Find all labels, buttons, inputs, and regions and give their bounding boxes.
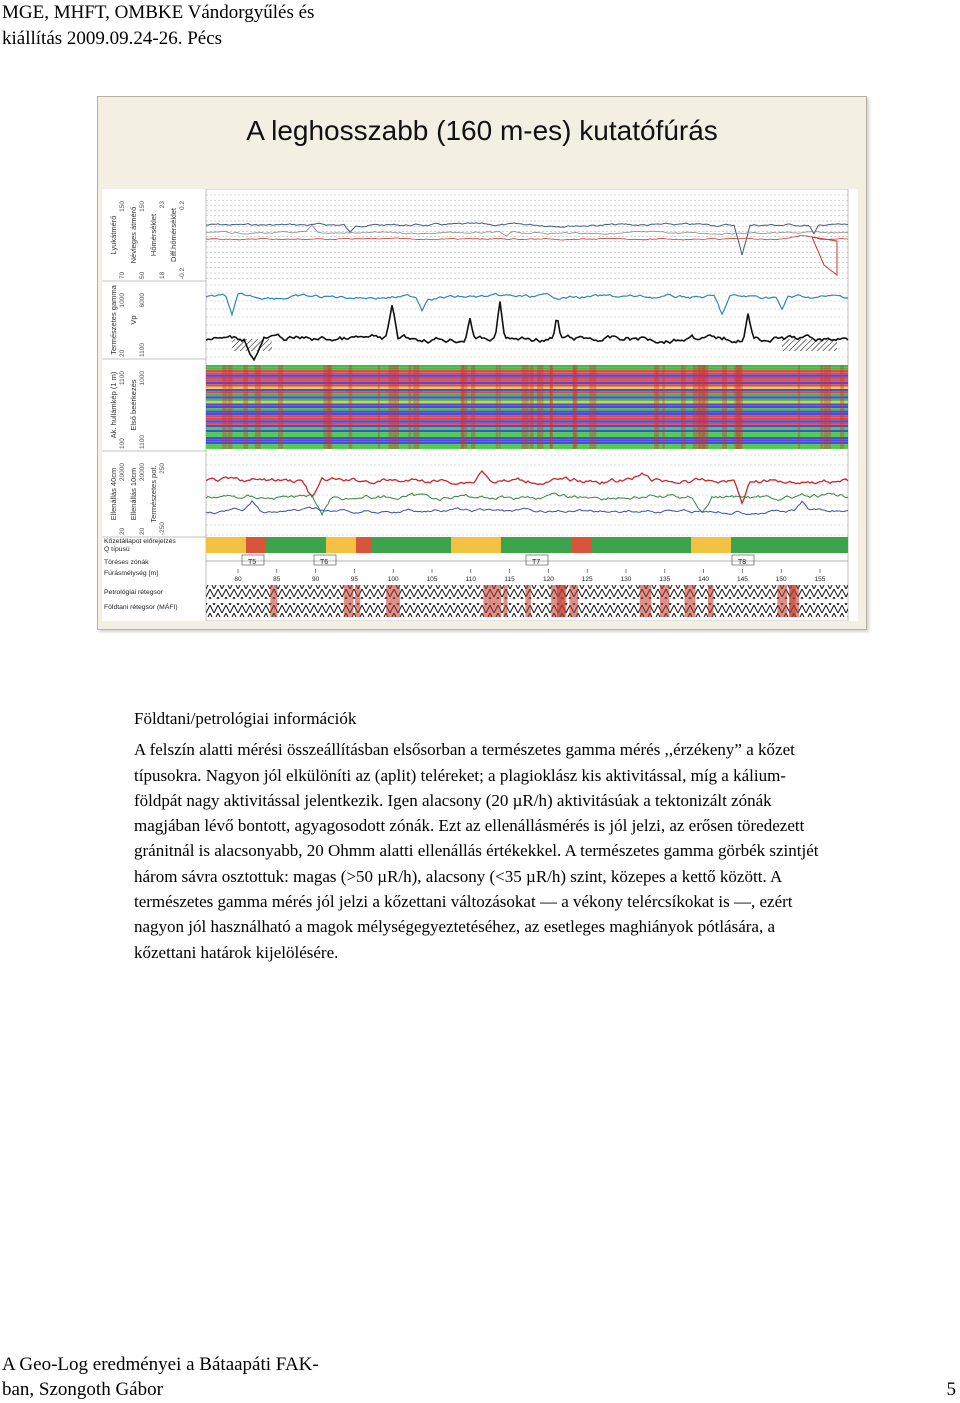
- track-scale-max: 20000: [139, 463, 146, 482]
- lower-label: Q típusú: [104, 546, 130, 553]
- track-scale-min: 70: [119, 271, 126, 279]
- waveform-feature: [496, 365, 498, 449]
- litho-accent: [569, 585, 578, 617]
- lower-label: Földtani rétegsor (MÁFI): [104, 604, 178, 611]
- litho-accent: [551, 585, 565, 617]
- litho-accent: [708, 585, 714, 617]
- page-footer: [2, 1352, 319, 1402]
- track-label: Névleges átmérő: [129, 206, 138, 264]
- rock-state-segment: [451, 537, 501, 553]
- page-number: 5: [946, 1379, 956, 1400]
- waveform-feature: [395, 365, 399, 449]
- rock-state-segment: [246, 537, 266, 553]
- depth-tick-label: 100: [387, 576, 399, 583]
- section-subtitle: Földtani/petrológiai információk: [134, 709, 357, 728]
- waveform-feature: [460, 365, 463, 449]
- waveform-feature: [722, 365, 727, 449]
- waveform-feature: [656, 365, 659, 449]
- body-section: [134, 706, 834, 965]
- track-scale-max: 1000: [139, 371, 146, 386]
- waveform-feature: [327, 365, 332, 449]
- depth-tick-label: 145: [736, 576, 748, 583]
- litho-accent: [789, 585, 796, 617]
- waveform-feature: [798, 365, 800, 449]
- fracture-zone-label: T8: [738, 559, 747, 566]
- res10-curve: [206, 493, 848, 515]
- waveform-feature: [702, 365, 709, 449]
- track-label: Lyukátmérő: [109, 215, 118, 255]
- rock-state-segment: [691, 537, 731, 553]
- rock-state-segment: [206, 537, 246, 553]
- rock-state-segment: [326, 537, 356, 553]
- rock-state-segment: [591, 537, 691, 553]
- track-scale-max: 1000: [119, 293, 126, 308]
- lower-label: Töréses zónák: [104, 559, 149, 566]
- waveform-feature: [693, 365, 701, 449]
- litho-accent: [355, 585, 360, 617]
- track-label: Vp: [129, 315, 138, 325]
- track-scale-max: 20000: [119, 463, 126, 482]
- litho-accent: [344, 585, 354, 617]
- waveform-feature: [408, 365, 411, 449]
- track-scale-min: 1100: [139, 435, 146, 449]
- track-scale-min: 100: [119, 438, 126, 449]
- litho-accent: [490, 585, 501, 617]
- litho-accent: [483, 585, 490, 617]
- track-label: Hőmérséklet: [149, 213, 158, 257]
- depth-tick-label: 140: [698, 576, 710, 583]
- waveform-feature: [499, 365, 501, 449]
- well-log-figure: [102, 189, 858, 621]
- waveform-feature: [471, 365, 475, 449]
- waveform-feature: [681, 365, 686, 449]
- track-label: Ellenállás 40cm: [109, 467, 118, 521]
- header-line-2: kiállítás 2009.09.24-26. Pécs: [2, 28, 223, 49]
- gamma-curve: [206, 302, 848, 360]
- waveform-feature: [589, 365, 596, 449]
- litho-accent: [525, 585, 530, 617]
- well-log-svg: [102, 189, 858, 621]
- track-scale-min: 18: [159, 271, 166, 279]
- depth-tick-label: 130: [620, 576, 632, 583]
- depth-tick-label: 85: [273, 576, 281, 583]
- waveform-feature: [243, 365, 248, 449]
- rock-state-segment: [571, 537, 591, 553]
- depth-tick-label: 115: [504, 576, 515, 583]
- track-scale-max: 250: [159, 463, 166, 474]
- depth-tick-label: 120: [542, 576, 554, 583]
- res40-curve: [206, 471, 848, 503]
- rock-state-segment: [356, 537, 371, 553]
- depth-tick-label: 80: [234, 576, 242, 583]
- waveform-feature: [654, 365, 657, 449]
- body-paragraph: A felszín alatti mérési összeállításban elsősorban a természetes gamma mérés ,,érzékeny” a kőzet típusokra. Nagyon jól elkülöníti az (aplit) teléreket; a plagioklász kis aktivitással, míg a kálium-földpát nagy aktivitással jelentkezik. Igen alacsony (20 µR/h) aktivitásúak a tektonizált zónák magjában lévő bontott, agyagosodott zónák. Ezt az ellenállásmérés is jól jelzi, az erősen töredezett gránitnál is alacsonyabb, 20 Ohmm alatti ellenállás értékekkel. A természetes gamma görbék szintjét három sávra osztottuk: magas (>50 µR/h), alacsony (<35 µR/h) szint, közepes a kettő között. A természetes gamma mérés jól jelzi a kőzettani változásokat — a vékony telércsíkokat is —, ezért nagyon jól használható a magok mélységegyeztetéséhez, az esetleges maghiányok pótlására, a kőzettani határok kijelölésére.: [134, 740, 819, 962]
- diff-temp-hatch: [812, 237, 837, 275]
- track-scale-max: 0.2: [179, 201, 186, 211]
- litho-accent: [640, 585, 652, 617]
- temperature-curve: [206, 235, 848, 240]
- litho-accent: [386, 585, 400, 617]
- waveform-feature: [228, 365, 233, 449]
- gamma-hatch: [232, 339, 272, 351]
- waveform-feature: [349, 365, 353, 449]
- track-scale-min: 50: [139, 271, 146, 279]
- depth-tick-label: 105: [426, 576, 438, 583]
- waveform-feature: [255, 365, 261, 449]
- waveform-feature: [413, 365, 419, 449]
- track-scale-min: 20: [119, 527, 126, 535]
- depth-tick-label: 95: [350, 576, 359, 583]
- litho-accent: [685, 585, 696, 617]
- lower-label: Kőzetállapot előrejelzés: [104, 538, 176, 545]
- depth-tick-label: 135: [659, 576, 671, 583]
- waveform-feature: [824, 365, 831, 449]
- lower-label: Fúrásmélység [m]: [104, 570, 159, 577]
- litho-accent: [270, 585, 277, 617]
- waveform-feature: [378, 365, 380, 449]
- waveform-feature: [662, 365, 664, 449]
- gamma-hatch: [782, 339, 837, 351]
- depth-tick-label: 90: [311, 576, 320, 583]
- track-scale-max: 23: [159, 201, 166, 209]
- rock-state-segment: [371, 537, 451, 553]
- depth-tick-label: 110: [465, 576, 476, 583]
- page-header: [2, 0, 314, 52]
- rock-state-segment: [501, 537, 571, 553]
- track-scale-min: 20: [139, 527, 146, 535]
- waveform-feature: [820, 365, 823, 449]
- track-scale-max: 6000: [139, 293, 146, 308]
- vp-curve: [206, 293, 848, 314]
- waveform-feature: [573, 365, 578, 449]
- waveform-feature: [734, 365, 741, 449]
- fracture-zone-label: T7: [532, 559, 541, 566]
- track-scale-max: 150: [139, 201, 146, 212]
- slide-title: A leghosszabb (160 m-es) kutatófúrás: [246, 115, 718, 146]
- fracture-zone-label: T6: [320, 559, 329, 566]
- track-label: Természetes pot.: [149, 465, 158, 523]
- slide-frame: [97, 96, 867, 630]
- sp-curve: [206, 501, 848, 515]
- depth-tick-label: 150: [775, 576, 787, 583]
- fracture-zone-label: T5: [248, 559, 257, 566]
- track-scale-min: 20: [119, 349, 126, 357]
- track-scale-max: 150: [119, 201, 126, 212]
- waveform-feature: [530, 365, 534, 449]
- rock-state-segment: [266, 537, 326, 553]
- nominal-diameter-curve: [206, 225, 848, 235]
- header-line-1: MGE, MHFT, OMBKE Vándorgyűlés és: [2, 2, 315, 23]
- waveform-feature: [840, 365, 844, 449]
- footer-line-1: A Geo-Log eredményei a Bátaapáti FAK-: [2, 1354, 319, 1375]
- waveform-feature: [550, 365, 553, 449]
- track-scale-min: -0.2: [179, 267, 186, 279]
- litho-accent: [503, 585, 507, 617]
- waveform-feature: [522, 365, 529, 449]
- rock-state-segment: [731, 537, 848, 553]
- track-label: Első beérkezés: [129, 379, 138, 431]
- waveform-feature: [537, 365, 543, 449]
- waveform-feature: [222, 365, 226, 449]
- track-label: Ak. hullámkép (1 m): [109, 371, 118, 439]
- track-scale-max: 1100: [119, 371, 126, 385]
- track-label: Természetes gamma: [109, 285, 118, 355]
- depth-tick-label: 155: [814, 576, 826, 583]
- track-scale-min: 1100: [139, 343, 146, 357]
- litho-accent: [660, 585, 669, 617]
- waveform-feature: [388, 365, 395, 449]
- track-label: Diff.hőmérséklet: [169, 207, 178, 263]
- footer-line-2: ban, Szongoth Gábor: [2, 1379, 163, 1400]
- depth-tick-label: 125: [581, 576, 593, 583]
- track-scale-min: -250: [159, 521, 166, 535]
- lower-label: Petrológiai rétegsor: [104, 589, 163, 596]
- litho-accent: [777, 585, 787, 617]
- waveform-feature: [278, 365, 283, 449]
- track-label: Ellenállás 10cm: [129, 467, 138, 521]
